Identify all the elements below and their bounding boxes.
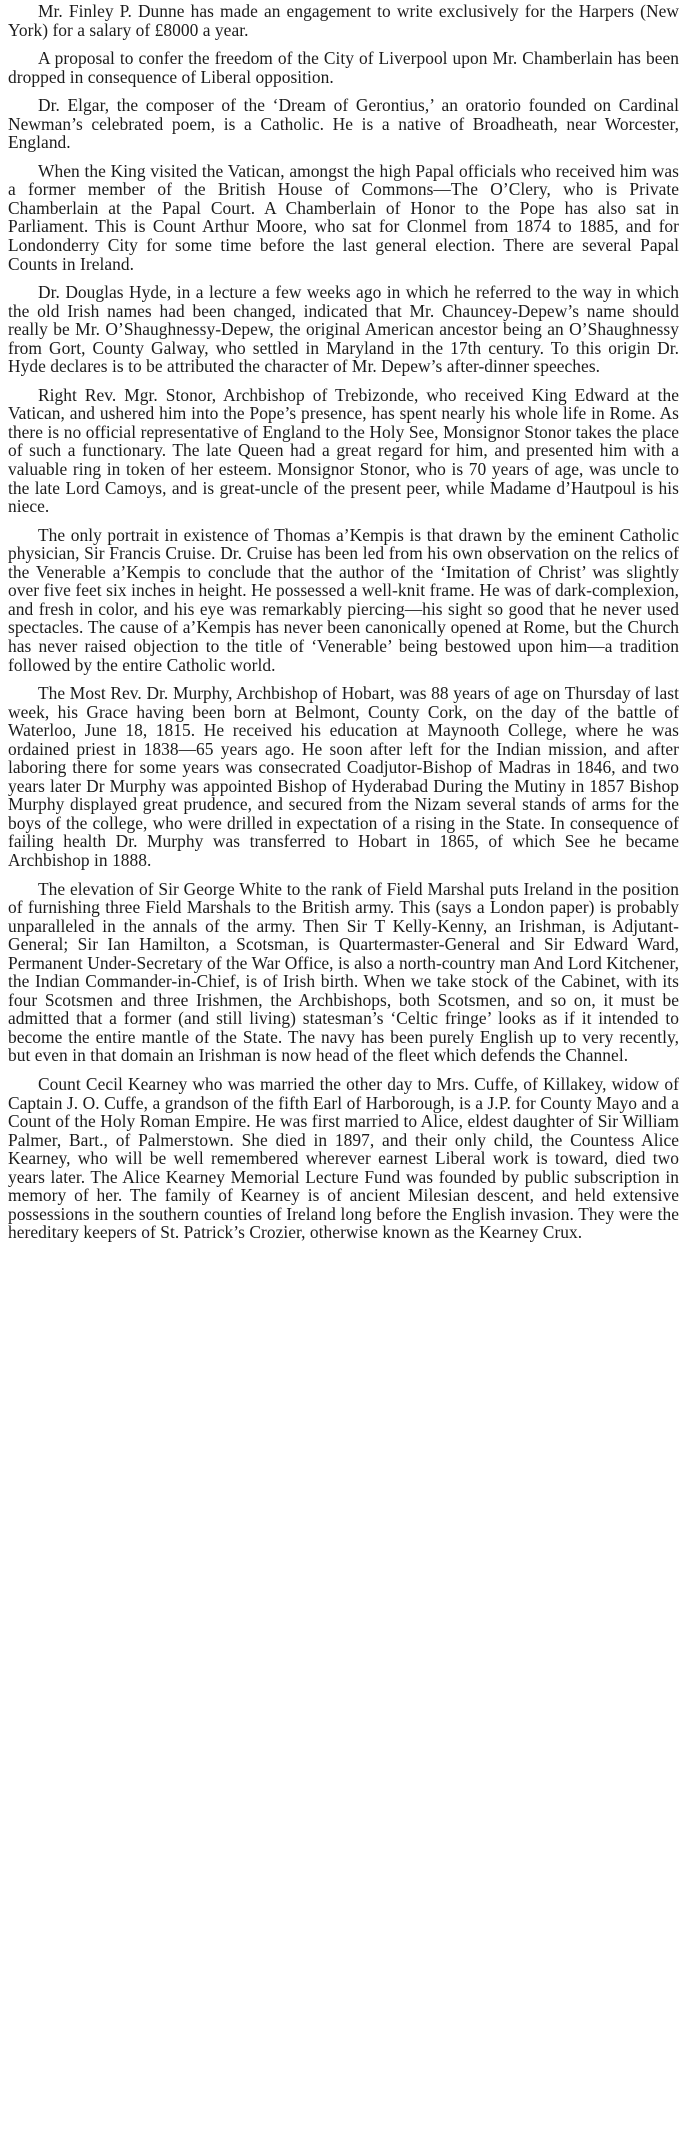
- paragraph-liverpool-freedom: A proposal to confer the freedom of the City of Liverpool upon Mr. Chamberlain has been dropped in consequence of Liberal opposition.: [8, 48, 679, 87]
- paragraph-papal-officials: When the King visited the Vatican, amongst the high Papal officials who received him was a former member of the British House of Commons—The O’Clery, who is Private Chamberlain at the Papal Court. A Chamberlain of Honor to the Pope has also sat in Parliament. This is Count Arthur Moore, who sat for Clonmel from 1874 to 1885, and for Londonderry City for some time before the last general election. There are several Papal Counts in Ireland.: [8, 160, 679, 274]
- news-column: [8, 2, 679, 2141]
- paragraph-mgr-stonor: Right Rev. Mgr. Stonor, Archbishop of Trebizonde, who received King Edward at the Vatican, and ushered him into the Pope’s presence, has spent nearly his whole life in Rome. As there is no official representative of England to the Holy See, Monsignor Stonor takes the place of such a functionary. The late Queen had a great regard for him, and presented him with a valuable ring in token of her esteem. Monsignor Stonor, who is 70 years of age, was uncle to the late Lord Camoys, and is great-uncle of the present peer, while Madame d’Hautpoul is his niece.: [8, 384, 679, 517]
- paragraph-douglas-hyde: Dr. Douglas Hyde, in a lecture a few weeks ago in which he referred to the way in which the old Irish names had been changed, indicated that Mr. Chauncey-Depew’s name should really be Mr. O’Shaughnessy-Depew, the original American ancestor being an O’Shaughnessy from Gort, County Galway, who settled in Maryland in the 17th century. To this origin Dr. Hyde declares is to be attributed the character of Mr. Depew’s after-dinner speeches.: [8, 282, 679, 377]
- paragraph-count-kearney: Count Cecil Kearney who was married the other day to Mrs. Cuffe, of Killakey, widow of Captain J. O. Cuffe, a grandson of the fifth Earl of Harborough, is a J.P. for County Mayo and a Count of the Holy Roman Empire. He was first married to Alice, eldest daughter of Sir William Palmer, Bart., of Palmerstown. She died in 1897, and their only child, the Countess Alice Kearney, who will be well remembered wherever earnest Liberal work is toward, died two years later. The Alice Kearney Memorial Lecture Fund was founded by public subscription in memory of her. The family of Kearney is of ancient Milesian descent, and held extensive possessions in the southern counties of Ireland long before the English invasion. They were the hereditary keepers of St. Patrick’s Crozier, otherwise known as the Kearney Crux.: [8, 1073, 679, 1243]
- paragraph-dunne-engagement: Mr. Finley P. Dunne has made an engagement to write exclusively for the Harpers (New York) for a salary of £8000 a year.: [8, 1, 679, 40]
- paragraph-archbishop-murphy: The Most Rev. Dr. Murphy, Archbishop of Hobart, was 88 years of age on Thursday of last week, his Grace having been born at Belmont, County Cork, on the day of the battle of Waterloo, June 18, 1815. He received his education at Maynooth College, where he was ordained priest in 1838—65 years ago. He soon after left for the Indian mission, and after laboring there for some years was consecrated Coadjutor-Bishop of Madras in 1846, and two years later Dr Murphy was appointed Bishop of Hyderabad During the Mutiny in 1857 Bishop Murphy displayed great prudence, and secured from the Nizam several stands of arms for the boys of the college, who were drilled in expectation of a rising in the State. In consequence of failing health Dr. Murphy was transferred to Hobart in 1865, of which See he became Archbishop in 1888.: [8, 683, 679, 870]
- paragraph-elgar: Dr. Elgar, the composer of the ‘Dream of Gerontius,’ an oratorio founded on Cardinal Newman’s celebrated poem, is a Catholic. He is a native of Broadheath, near Worcester, England.: [8, 95, 679, 153]
- paragraph-field-marshals: The elevation of Sir George White to the rank of Field Marshal puts Ireland in the position of furnishing three Field Marshals to the British army. This (says a London paper) is probably unparalleled in the annals of the army. Then Sir T Kelly-Kenny, an Irishman, is Adjutant-General; Sir Ian Hamilton, a Scotsman, is Quartermaster-General and Sir Edward Ward, Permanent Under-Secretary of the War Office, is also a north-country man And Lord Kitchener, the Indian Commander-in-Chief, is of Irish birth. When we take stock of the Cabinet, with its four Scotsmen and three Irishmen, the Archbishops, both Scotsmen, and so on, it must be admitted that a former (and still living) statesman’s ‘Celtic fringe’ looks as if it intended to become the entire mantle of the State. The navy has been purely English up to very recently, but even in that domain an Irishman is now head of the fleet which defends the Channel.: [8, 878, 679, 1066]
- paragraph-thomas-a-kempis: The only portrait in existence of Thomas a’Kempis is that drawn by the eminent Catholic physician, Sir Francis Cruise. Dr. Cruise has been led from his own observation on the relics of the Venerable a’Kempis to conclude that the author of the ‘Imitation of Christ’ was slightly over five feet six inches in height. He possessed a well-knit frame. He was of dark-complexion, and fresh in color, and his eye was remarkably piercing—his sight so good that he never used spectacles. The cause of a’Kempis has never been canonically opened at Rome, but the Church has never raised objection to the title of ‘Venerable’ being bestowed upon him—a tradition followed by the entire Catholic world.: [8, 524, 679, 675]
